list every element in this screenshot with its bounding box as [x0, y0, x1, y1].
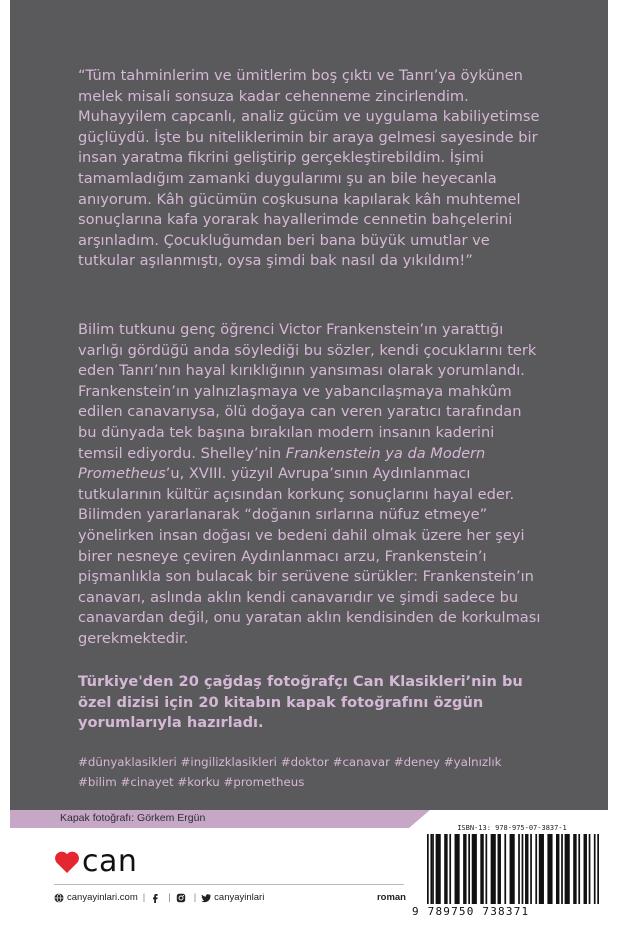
footer-divider [54, 884, 404, 885]
globe-icon [54, 893, 64, 903]
barcode-bar [573, 834, 576, 904]
publisher-logo-word: can [82, 844, 138, 879]
description-paragraph [78, 320, 543, 650]
barcode-bar [472, 834, 477, 904]
publisher-footer [54, 892, 406, 903]
series-note: Türkiye'den 20 çağdaş fotoğrafçı Can Klasikleri’nin bu özel dizisi için 20 kitabın kapak fotoğrafını özgün yorumlarıyla hazırladı. [78, 673, 523, 732]
barcode-bar [578, 834, 580, 904]
barcode-bar [432, 834, 434, 904]
barcode-bar [510, 834, 515, 904]
barcode-digits: 9 789750 738371 [412, 905, 530, 918]
description-part-2: ’u, XVIII. yüzyıl Avrupa’sının Aydınlanmacı tutkularının kültür açısından korkunç sonuçlarını hayal eder. Bilimden yararlanarak “doğanın sırlarına nüfuz etmeye” yönelirken insan doğası ve bedeni dahil olmak üzere her şeyi birer nesneye çeviren Aydınlanmacı arzu, Frankenstein’ı pişmanlıkla son bulacak bir serüvene sürükler: Frankenstein’ın canavarı, aslında aklın kendi canavarıdır ve şimdi sadece bu canavardan değil, onu yaratan aklın kendisinden de korkulması gerekmektedir. [78, 465, 541, 647]
barcode-bar [491, 834, 496, 904]
barcode-bar [522, 834, 524, 904]
barcode-bar [530, 834, 532, 904]
barcode-bar [468, 834, 470, 904]
barcode-bar [463, 834, 466, 904]
hashtags-line-1: #dünyaklasikleri #ingilizklasikleri #doktor #canavar #deney #yalnızlık [78, 755, 502, 769]
hashtags-line-2: #bilim #cinayet #korku #prometheus [78, 775, 305, 789]
barcode-bar [589, 834, 591, 904]
twitter-icon[interactable] [201, 893, 211, 903]
barcode-bar [485, 834, 487, 904]
barcode-bar [561, 834, 563, 904]
quote-paragraph: “Tüm tahminlerim ve ümitlerim boş çıktı ve Tanrı’ya öykünen melek misali sonsuza kadar cehenneme zincirlendim. Muhayyilem capcanlı, analiz gücüm ve uygulama kabiliyetimse güçlüydü. İşte bu niteliklerimin bir araya gelmesi sayesinde bir insan yaratma fikrini geliştirip gerçekleştirebildim. İşimi tamamladığım zamanki duygularımı şu an bile heyecanla anıyorum. Kâh gücümün coşkusuna kapılarak kâh muhtemel sonuçlarına kafa yorarak hayallerimde cennetin bahçelerini arşınladım. Çocukluğumdan beri bana büyük umutlar ve tutkular aşılanmıştı, oysa şimdi bak nasıl da yıkıldım!” [78, 67, 540, 270]
barcode-bar [518, 834, 520, 904]
barcode-bar [480, 834, 483, 904]
barcode-bar [535, 834, 537, 904]
barcode-bar [427, 834, 429, 904]
barcode-bar [556, 834, 559, 904]
barcode-bar [430, 834, 432, 904]
footer-separator: | [142, 892, 146, 903]
hashtag-list [78, 752, 548, 792]
barcode-bar [436, 834, 441, 904]
barcode-bar [594, 834, 596, 904]
barcode-bar [449, 834, 451, 904]
facebook-icon[interactable] [150, 893, 160, 903]
barcode-bar [525, 834, 528, 904]
barcode-bar [539, 834, 544, 904]
photo-credit: Kapak fotoğrafı: Görkem Ergün [60, 812, 206, 824]
genre-label: roman [376, 892, 406, 903]
barcode-bar [504, 834, 506, 904]
footer-separator: | [168, 892, 171, 903]
footer-separator: | [193, 892, 197, 903]
barcode [423, 834, 603, 906]
book-title-italic: Frankenstein ya da Modern Prometheus [78, 444, 486, 483]
barcode-bar [547, 834, 552, 904]
barcode-bar [597, 834, 599, 904]
social-handle[interactable]: canyayinlari [214, 892, 265, 903]
barcode-bar [584, 834, 587, 904]
publisher-logo [54, 845, 137, 879]
barcode-bar [455, 834, 460, 904]
barcode-bar [444, 834, 447, 904]
website-link[interactable]: canyayinlari.com [67, 892, 138, 903]
barcode-bar [498, 834, 501, 904]
description-part-1: Bilim tutkunu genç öğrenci Victor Frankenstein’ın yarattığı varlığı gördüğü anda söylediği bu sözler, kendi çocuklarını terk eden Tanrı’nın hayal kırıklığının yansıması olarak yorumlandı. Frankenstein’ın yalnızlaşmaya ve yabancılaşmaya mahkûm edilen canavarıysa, ölü doğaya can veren yaratıcı tarafından bu dünyada tek başına bırakılan modern insanın kaderini temsil ediyordu. Shelley’nin [78, 321, 537, 462]
instagram-icon[interactable] [176, 893, 186, 903]
barcode-bar [565, 834, 570, 904]
heart-icon [54, 850, 80, 874]
isbn-label: ISBN-13: 978-975-07-3837-1 [457, 824, 567, 832]
